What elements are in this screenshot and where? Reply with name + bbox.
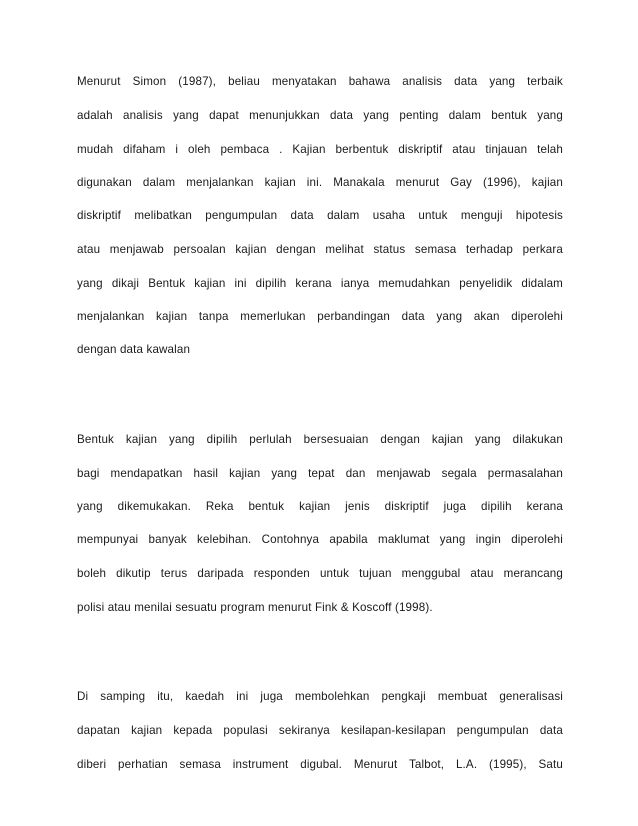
paragraph-2-line-3: yang dikemukakan. Reka bentuk kajian jenis diskriptif juga dipilih kerana — [77, 500, 563, 513]
paragraph-2-line-2: bagi mendapatkan hasil kajian yang tepat dan menjawab segala permasalahan — [77, 467, 563, 480]
paragraph-1-line-6: atau menjawab persoalan kajian dengan melihat status semasa terhadap perkara — [77, 243, 563, 256]
paragraph-1-line-1: Menurut Simon (1987), beliau menyatakan bahawa analisis data yang terbaik — [77, 75, 563, 88]
paragraph-2-line-6: polisi atau menilai sesuatu program menurut Fink & Koscoff (1998). — [77, 601, 433, 614]
paragraph-1-line-7: yang dikaji Bentuk kajian ini dipilih kerana ianya memudahkan penyelidik didalam — [77, 277, 563, 290]
paragraph-2-line-5: boleh dikutip terus daripada responden untuk tujuan menggubal atau merancang — [77, 567, 563, 580]
paragraph-1-line-3: mudah difaham i oleh pembaca . Kajian berbentuk diskriptif atau tinjauan telah — [77, 143, 563, 156]
paragraph-2-line-4: mempunyai banyak kelebihan. Contohnya apabila maklumat yang ingin diperolehi — [77, 533, 563, 546]
paragraph-1-line-2: adalah analisis yang dapat menunjukkan data yang penting dalam bentuk yang — [77, 109, 563, 122]
paragraph-2-line-1: Bentuk kajian yang dipilih perlulah bersesuaian dengan kajian yang dilakukan — [77, 433, 563, 446]
paragraph-1-line-5: diskriptif melibatkan pengumpulan data dalam usaha untuk menguji hipotesis — [77, 209, 563, 222]
paragraph-1-line-8: menjalankan kajian tanpa memerlukan perbandingan data yang akan diperolehi — [77, 310, 563, 323]
paragraph-1-line-4: digunakan dalam menjalankan kajian ini. Manakala menurut Gay (1996), kajian — [77, 176, 563, 189]
paragraph-3-line-1: Di samping itu, kaedah ini juga membolehkan pengkaji membuat generalisasi — [77, 690, 563, 703]
paragraph-3-line-3: diberi perhatian semasa instrument digubal. Menurut Talbot, L.A. (1995), Satu — [77, 758, 563, 771]
paragraph-3-line-2: dapatan kajian kepada populasi sekiranya kesilapan-kesilapan pengumpulan data — [77, 724, 563, 737]
paragraph-1-line-9: dengan data kawalan — [77, 343, 191, 356]
